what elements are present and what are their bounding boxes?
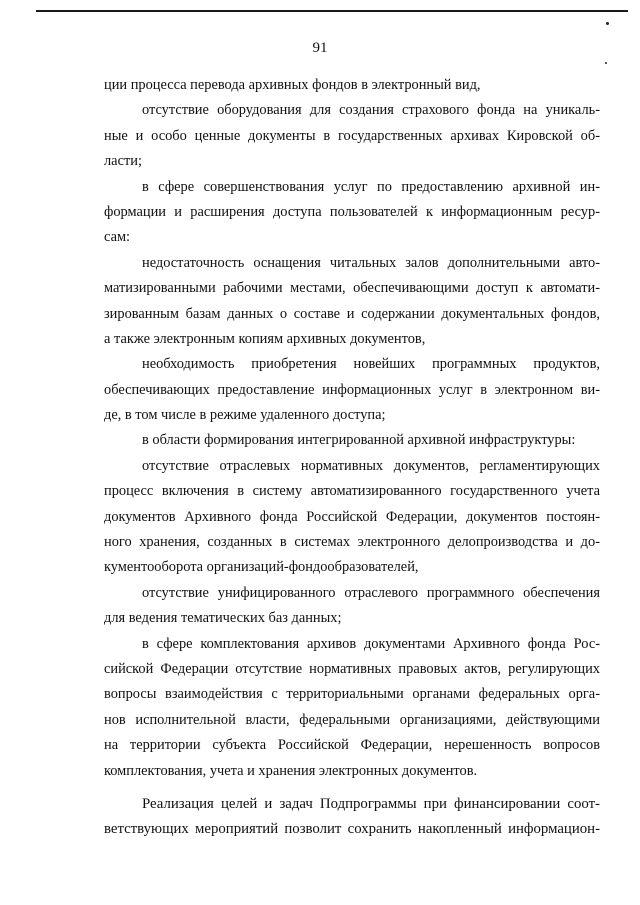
text-line: процесс включения в систему автоматизированного государственного учета bbox=[104, 483, 600, 500]
text-line: нов исполнительной власти, федеральными организациями, действующими bbox=[104, 711, 600, 728]
text-line: сам: bbox=[104, 229, 131, 246]
text-line: вопросы взаимодействия с территориальными органами федеральных орга- bbox=[104, 686, 600, 703]
top-rule bbox=[36, 10, 628, 12]
text-line: отсутствие оборудования для создания страхового фонда на уникаль- bbox=[142, 102, 600, 119]
text-line: кументооборота организаций-фондообразователей, bbox=[104, 559, 419, 576]
text-line: формации и расширения доступа пользователей к информационным ресур- bbox=[104, 203, 600, 220]
text-line: в сфере совершенствования услуг по предоставлению архивной ин- bbox=[142, 178, 600, 195]
text-line: ласти; bbox=[104, 153, 142, 170]
text-line: необходимость приобретения новейших программных продуктов, bbox=[142, 356, 600, 373]
text-line: де, в том числе в режиме удаленного доступа; bbox=[104, 407, 386, 424]
text-line: отсутствие унифицированного отраслевого программного обеспечения bbox=[142, 584, 600, 601]
scan-speck-mid bbox=[605, 62, 607, 64]
text-line: для ведения тематических баз данных; bbox=[104, 610, 342, 627]
text-line: ветствующих мероприятий позволит сохранить накопленный информацион- bbox=[104, 821, 600, 838]
text-line: комплектования, учета и хранения электронных документов. bbox=[104, 762, 478, 779]
text-line: обеспечивающих предоставление информационных услуг в электронном ви- bbox=[104, 381, 600, 398]
text-line: документов Архивного фонда Российской Федерации, документов постоян- bbox=[104, 508, 600, 525]
text-line: ного хранения, созданных в системах электронного делопроизводства и до- bbox=[104, 534, 600, 551]
text-line: сийской Федерации отсутствие нормативных правовых актов, регулирующих bbox=[104, 660, 600, 677]
text-line: недостаточность оснащения читальных залов дополнительными авто- bbox=[142, 254, 600, 271]
text-line: отсутствие отраслевых нормативных документов, регламентирующих bbox=[142, 457, 600, 474]
document-body bbox=[104, 73, 600, 843]
text-line: в сфере комплектования архивов документами Архивного фонда Рос- bbox=[142, 635, 600, 652]
final-paragraph bbox=[104, 792, 600, 843]
page-number: 91 bbox=[312, 40, 328, 56]
text-line: Реализация целей и задач Подпрограммы при финансировании соот- bbox=[142, 795, 600, 812]
text-line: зированным базам данных о составе и содержании документальных фондов, bbox=[104, 305, 600, 322]
text-line: ции процесса перевода архивных фондов в электронный вид, bbox=[104, 77, 481, 93]
scan-speck-top bbox=[606, 22, 609, 25]
text-line: на территории субъекта Российской Федерации, нерешенность вопросов bbox=[104, 737, 600, 754]
main-text bbox=[104, 73, 600, 784]
text-line: ные и особо ценные документы в государственных архивах Кировской об- bbox=[104, 127, 600, 144]
text-line: а также электронным копиям архивных документов, bbox=[104, 330, 426, 347]
text-line: в области формирования интегрированной архивной инфраструктуры: bbox=[142, 432, 576, 449]
text-line: матизированными рабочими местами, обеспечивающими доступ к автомати- bbox=[104, 280, 600, 297]
